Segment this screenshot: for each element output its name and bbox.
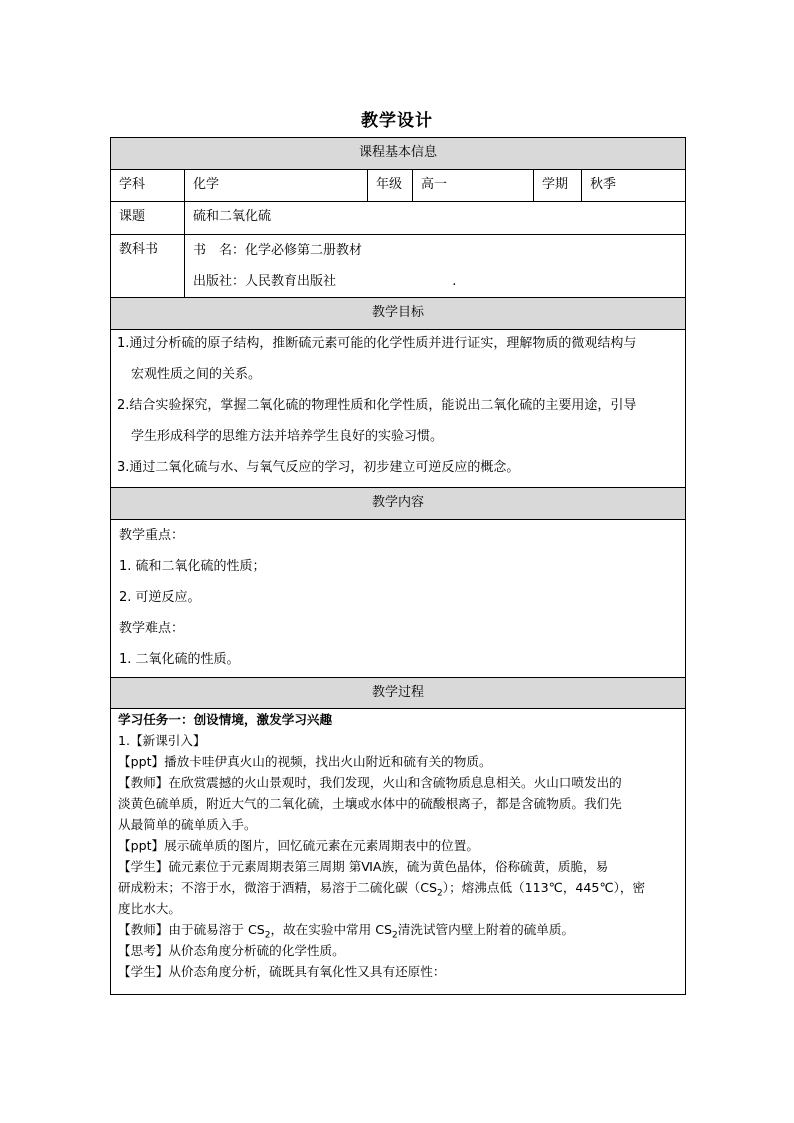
- process-line: 1.【新课引入】: [118, 733, 206, 748]
- goal-1-line-2: 宏观性质之间的关系。: [131, 367, 262, 382]
- process-line: 度比水大。: [118, 901, 181, 916]
- grade-label: 年级: [368, 170, 413, 201]
- difficult-points-label: 教学难点：: [119, 621, 185, 636]
- key-point-2: 2. 可逆反应。: [119, 590, 201, 605]
- content-list: [119, 520, 679, 675]
- goal-item-3: [117, 452, 679, 483]
- goals-list: [117, 328, 679, 483]
- goal-1-line-1: 1.通过分析硫的原子结构，推断硫元素可能的化学性质并进行证实，理解物质的微观结构与: [117, 336, 637, 351]
- section-header-basic-info: 课程基本信息: [111, 138, 685, 170]
- subscript: 2: [392, 930, 398, 941]
- process-line: 从最简单的硫单质入手。: [118, 817, 257, 832]
- textbook-label: 教科书: [111, 235, 185, 297]
- process-line: 淡黄色硫单质，附近大气的二氧化硫，土壤或水体中的硫酸根离子，都是含硫物质。我们先: [118, 796, 622, 811]
- page-title: 教学设计: [361, 111, 433, 131]
- publisher-dot: .: [452, 274, 457, 289]
- term-value: 秋季: [590, 177, 617, 192]
- section-header-process: 教学过程: [111, 678, 685, 709]
- publisher-name: 出版社：人民教育出版社: [193, 274, 337, 289]
- key-point-1: 1. 硫和二氧化硫的性质；: [119, 559, 266, 574]
- textbook-value: [185, 235, 687, 297]
- text-run: 【教师】由于硫易溶于 CS: [118, 922, 265, 937]
- process-line: 【思考】从价态角度分析硫的化学性质。: [118, 943, 345, 958]
- goal-3-line-1: 3.通过二氧化硫与水、与氧气反应的学习，初步建立可逆反应的概念。: [117, 460, 520, 475]
- task-1-heading: 学习任务一：创设情境，激发学习兴趣: [118, 712, 333, 727]
- textbook-row: [111, 235, 685, 298]
- process-line: [118, 919, 677, 940]
- subscript: 2: [437, 888, 443, 899]
- process-line: 【学生】硫元素位于元素周期表第三周期 第ⅥA族，硫为黄色晶体，俗称硫黄，质脆，易: [118, 859, 609, 874]
- key-points-label: 教学重点：: [119, 528, 185, 543]
- text-run: 研成粉末；不溶于水，微溶于酒精，易溶于二硫化碳（CS: [118, 880, 438, 895]
- lesson-table: [110, 137, 686, 995]
- section-header-goals: 教学目标: [111, 298, 685, 330]
- process-text: [118, 709, 677, 982]
- goals-cell: [111, 330, 685, 488]
- topic-row: [111, 202, 685, 235]
- goal-item-2: [117, 390, 679, 452]
- content-cell: [111, 520, 685, 678]
- text-run: ）；熔沸点低（113℃，445℃），密: [442, 880, 646, 895]
- process-cell: [111, 709, 685, 994]
- text-run: ，故在实验中常用 CS: [270, 922, 393, 937]
- textbook-book-name: 书 名：化学必修第二册教材: [193, 243, 363, 258]
- section-header-content: 教学内容: [111, 488, 685, 520]
- process-line: 【学生】从价态角度分析，硫既具有氧化性又具有还原性：: [118, 964, 446, 979]
- subject-value: 化学: [185, 170, 368, 201]
- process-line: 【ppt】展示硫单质的图片，回忆硫元素在元素周期表中的位置。: [118, 838, 479, 853]
- textbook-publisher: [193, 266, 687, 297]
- goal-2-line-1: 2.结合实验探究，掌握二氧化硫的物理性质和化学性质，能说出二氧化硫的主要用途，引导: [117, 398, 637, 413]
- topic-label: 课题: [111, 202, 185, 234]
- topic-value: 硫和二氧化硫: [193, 209, 272, 224]
- goal-2-line-2: 学生形成科学的思维方法并培养学生良好的实验习惯。: [131, 429, 444, 444]
- difficult-point-1: 1. 二氧化硫的性质。: [119, 652, 240, 667]
- process-line: [118, 877, 677, 898]
- goal-item-1: [117, 328, 679, 390]
- text-run: 清洗试管内壁上附着的硫单质。: [397, 922, 575, 937]
- process-line: 【ppt】播放卡哇伊真火山的视频，找出火山附近和硫有关的物质。: [118, 754, 492, 769]
- grade-value: 高一: [413, 170, 534, 201]
- process-line: 【教师】在欣赏震撼的火山景观时，我们发现，火山和含硫物质息息相关。火山口喷发出的: [118, 775, 622, 790]
- subject-label: 学科: [111, 170, 185, 201]
- term-label: 学期: [534, 170, 582, 201]
- subscript: 2: [264, 930, 271, 941]
- basic-info-row: [111, 170, 685, 202]
